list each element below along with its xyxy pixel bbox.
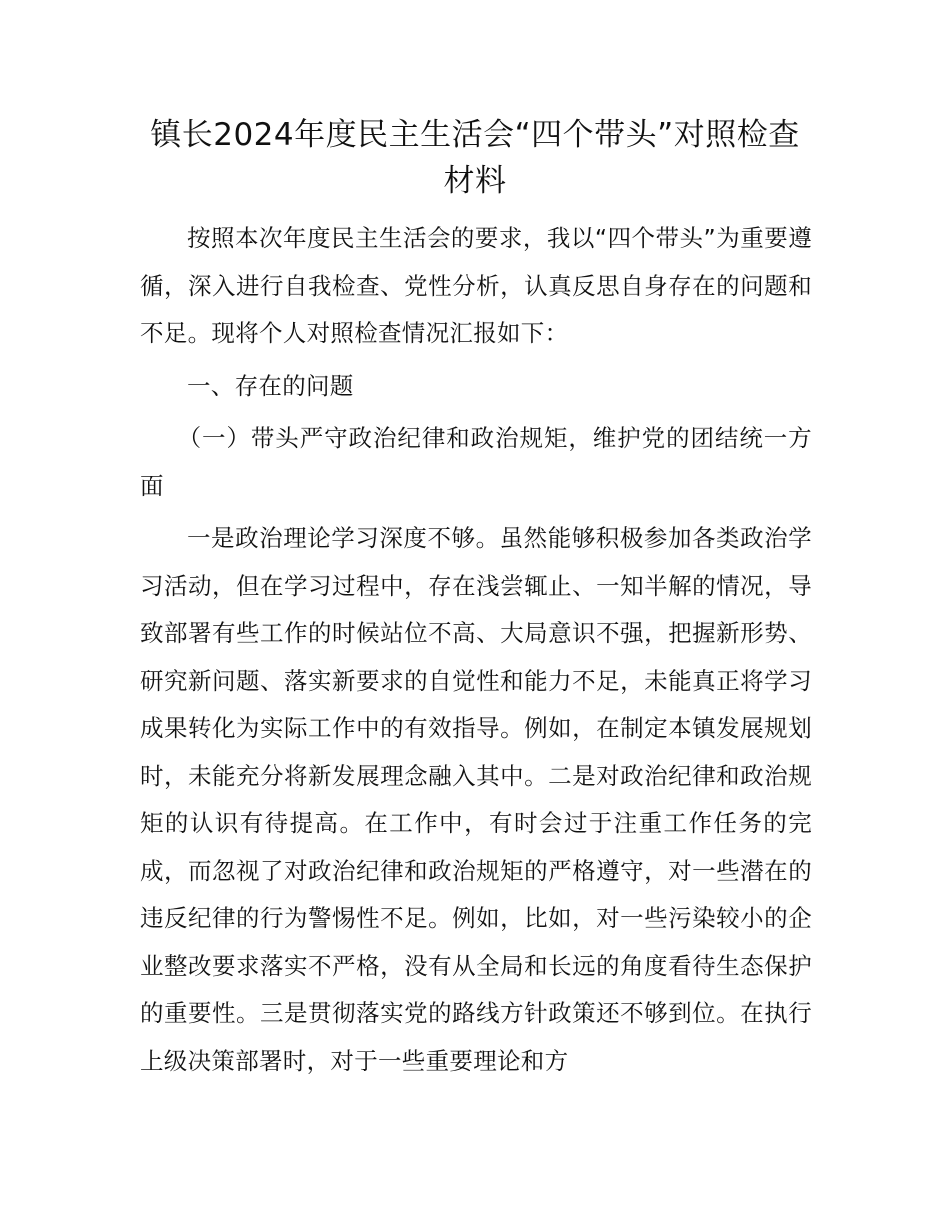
body-paragraph: 一是政治理论学习深度不够。虽然能够积极参加各类政治学习活动，但在学习过程中，存在浅尝辄止、一知半解的情况，导致部署有些工作的时候站位不高、大局意识不强，把握新形势、研究新问题、落实新要求的自觉性和能力不足，未能真正将学习成果转化为实际工作中的有效指导。例如，在制定本镇发展规划时，未能充分将新发展理念融入其中。二是对政治纪律和政治规矩的认识有待提高。在工作中，有时会过于注重工作任务的完成，而忽视了对政治纪律和政治规矩的严格遵守，对一些潜在的违反纪律的行为警惕性不足。例如，比如，对一些污染较小的企业整改要求落实不严格，没有从全局和长远的角度看待生态保护的重要性。三是贯彻落实党的路线方针政策还不够到位。在执行上级决策部署时，对于一些重要理论和方 [140, 524, 812, 1075]
document-body [140, 215, 812, 1085]
section-heading-problems: 一、存在的问题 [187, 371, 354, 400]
intro-paragraph: 按照本次年度民主生活会的要求，我以“四个带头”为重要遵循，深入进行自我检查、党性分析，认真反思自身存在的问题和不足。现将个人对照检查情况汇报如下： [140, 224, 812, 347]
subsection-heading-political-discipline: （一）带头严守政治纪律和政治规矩，维护党的团结统一方面 [140, 424, 812, 500]
document-title: 镇长2024年度民主生活会“四个带头”对照检查材料 [150, 117, 800, 199]
